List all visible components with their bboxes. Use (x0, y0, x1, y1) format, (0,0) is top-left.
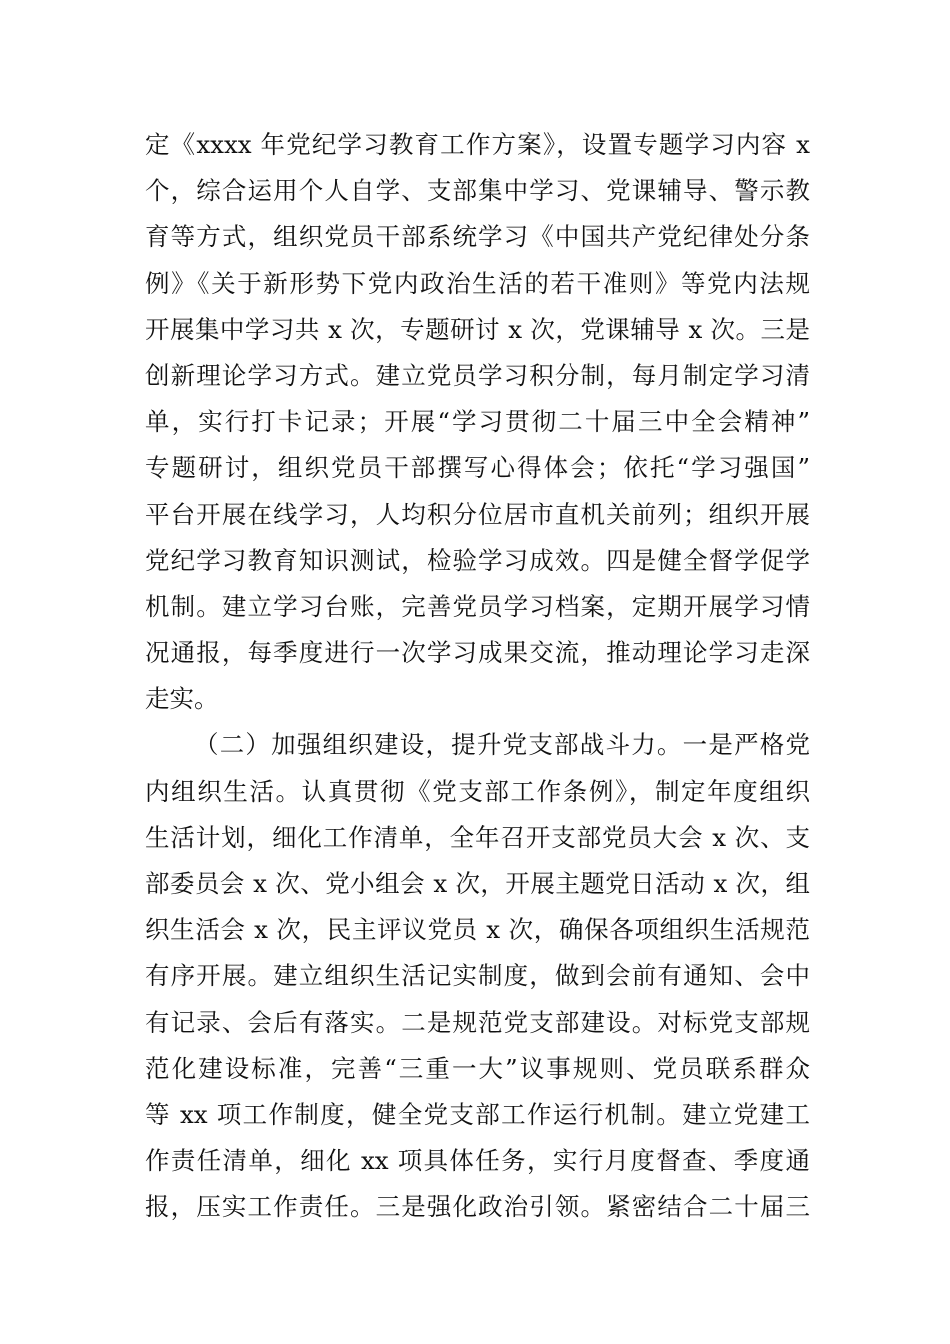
text-line: 等 xx 项工作制度，健全党支部工作运行机制。建立党建工 (145, 1099, 810, 1129)
text-line: 个，综合运用个人自学、支部集中学习、党课辅导、警示教 (145, 176, 810, 206)
text-line: 内组织生活。认真贯彻《党支部工作条例》，制定年度组织 (145, 776, 810, 806)
text-line: 例》《关于新形势下党内政治生活的若干准则》等党内法规 (145, 268, 810, 298)
text-line: 况通报，每季度进行一次学习成果交流，推动理论学习走深 (145, 638, 810, 668)
text-line: 走实。 (145, 684, 219, 714)
text-line: 机制。建立学习台账，完善党员学习档案，定期开展学习情 (145, 591, 810, 621)
text-line: 单，实行打卡记录；开展“学习贯彻二十届三中全会精神” (145, 407, 810, 437)
text-line: 有序开展。建立组织生活记实制度，做到会前有通知、会中 (145, 961, 810, 991)
paragraph-2 (145, 722, 810, 1230)
text-line: 生活计划，细化工作清单，全年召开支部党员大会 x 次、支 (145, 822, 810, 852)
text-line: 定《xxxx 年党纪学习教育工作方案》，设置专题学习内容 x (145, 130, 810, 159)
text-line: 部委员会 x 次、党小组会 x 次，开展主题党日活动 x 次，组 (145, 869, 810, 898)
text-line: 作责任清单，细化 xx 项具体任务，实行月度督查、季度通 (145, 1146, 810, 1176)
text-line: 织生活会 x 次，民主评议党员 x 次，确保各项组织生活规范 (145, 915, 810, 945)
text-line: 平台开展在线学习，人均积分位居市直机关前列；组织开展 (145, 499, 810, 529)
text-line: 育等方式，组织党员干部系统学习《中国共产党纪律处分条 (145, 222, 810, 252)
text-line: 开展集中学习共 x 次，专题研讨 x 次，党课辅导 x 次。三是 (145, 314, 810, 344)
text-line: 党纪学习教育知识测试，检验学习成效。四是健全督学促学 (145, 545, 810, 575)
paragraph-1 (145, 122, 810, 722)
section-heading-line: （二）加强组织建设，提升党支部战斗力。一是严格党 (194, 730, 810, 760)
document-body (145, 122, 810, 1231)
text-line: 专题研讨，组织党员干部撰写心得体会；依托“学习强国” (145, 453, 810, 483)
text-line: 有记录、会后有落实。二是规范党支部建设。对标党支部规 (145, 1007, 810, 1037)
text-line: 报，压实工作责任。三是强化政治引领。紧密结合二十届三 (145, 1192, 810, 1222)
text-line: 范化建设标准，完善“三重一大”议事规则、党员联系群众 (145, 1053, 810, 1083)
text-line: 创新理论学习方式。建立党员学习积分制，每月制定学习清 (145, 360, 810, 390)
